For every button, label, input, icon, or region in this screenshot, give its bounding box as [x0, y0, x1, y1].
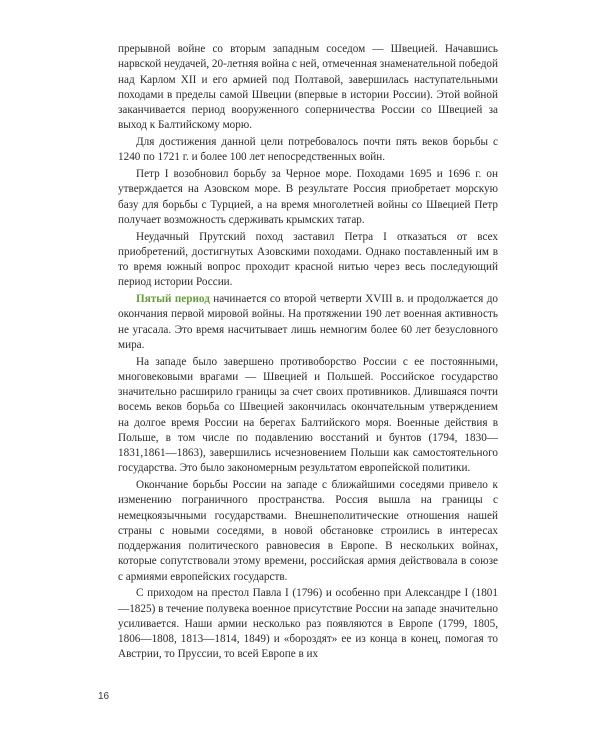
- paragraph-3: Петр I возобновил борьбу за Черное море. Походами 1695 и 1696 г. он утверждается на Азовском море. В результате Россия приобретает морскую базу для борьбы с Турцией, а на время многолетней войны со Швецией Петр получает возможность сдерживать крымских татар.: [118, 168, 498, 226]
- page-number: 16: [98, 691, 110, 702]
- paragraph-5: [118, 292, 498, 353]
- paragraph-5-text: начинается со второй четверти XVIII в. и продолжается до окончания первой мировой войны. На протяжении 190 лет военная активность не угасала. Это время насчитывает лишь немногим более 60 лет безусловного мира.: [118, 293, 498, 351]
- paragraph-4: Неудачный Прутский поход заставил Петра I отказаться от всех приобретений, достигнутых Азовскими походами. Однако поставленный им в то время южный вопрос проходит красной нитью через весь последующий период истории России.: [118, 230, 498, 289]
- paragraph-1: прерывной войне со вторым западным соседом — Швецией. Начавшись нарвской неудачей, 20-летняя война с ней, отмеченная знаменательной победой над Карлом XII и его армией под Полтавой, завершилась наступательными походами в пределы самой Швеции (впервые в истории России). Этой войной заканчивается период вооруженного соперничества России со Швецией за выход к Балтийскому морю.: [118, 43, 498, 132]
- period-highlight: Пятый период: [136, 293, 210, 305]
- paragraph-6: На западе было завершено противоборство России с ее постоянными, многовековыми врагами — Швецией и Польшей. Российское государство значительно расширило границы за счет своих противников. Длившаяся почти восемь веков борьба со Швецией закончилась окончательным утверждением на долгое время России на берегах Балтийского моря. Военные действия в Польше, в том числе по подавлению восстаний и бунтов (1794, 1830—1831,1861—1863), завершились исчезновением Польши как самостоятельного государства. Это было закономерным результатом европейской политики.: [118, 355, 498, 475]
- paragraph-2: Для достижения данной цели потребовалось почти пять веков борьбы с 1240 по 1721 г. и более 100 лет непосредственных войн.: [118, 136, 498, 164]
- page-body: [118, 42, 498, 663]
- paragraph-7: Окончание борьбы России на западе с ближайшими соседями привело к изменению пограничного пространства. Россия вышла на границы с немецкоязычными государствами. Внешнеполитические отношения нашей страны с новыми соседями, в новой обстановке строились в интересах поддержания политического равновесия в Европе. В нескольких войнах, которые сопутствовали этому времени, российская армия действовала в союзе с армиями европейских государств.: [118, 479, 498, 583]
- paragraph-8: С приходом на престол Павла I (1796) и особенно при Александре I (1801—1825) в течение полувека военное присутствие России на западе значительно усиливается. Наши армии несколько раз появляются в Европе (1799, 1805, 1806—1808, 1813—1814, 1849) и «бороздят» ее из конца в конец, помогая то Австрии, то Пруссии, то всей Европе в их: [118, 587, 498, 661]
